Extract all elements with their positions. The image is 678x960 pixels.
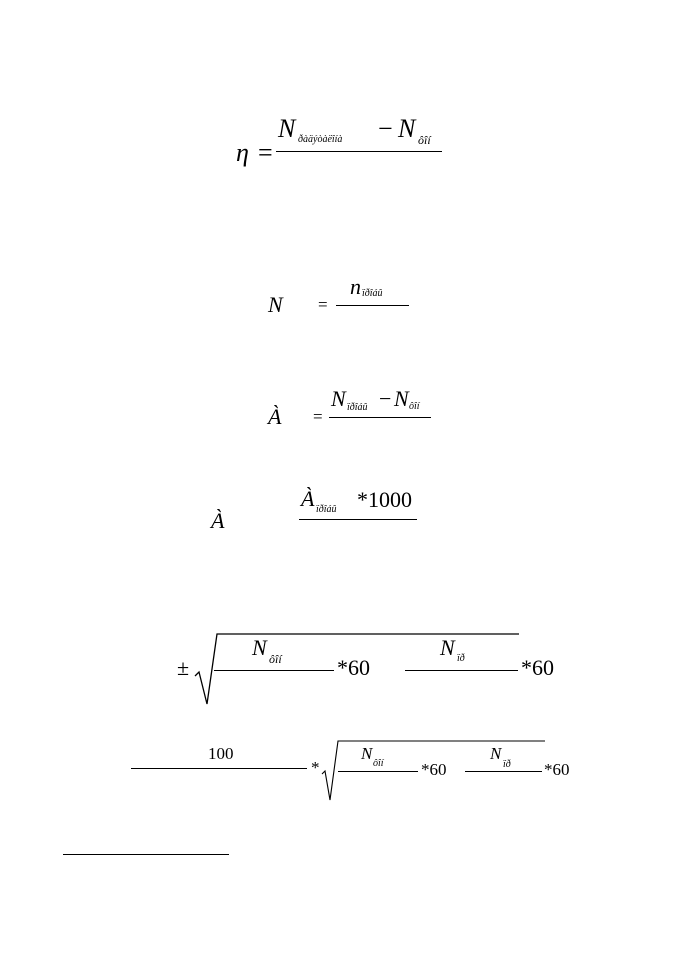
multiplier-60-first: *60 [337, 655, 370, 680]
multiplier-60-second: *60 [521, 655, 554, 680]
subscript-background: ôîí [269, 652, 282, 666]
equals-sign: = [313, 407, 323, 426]
subscript-sample: ïðîáû [347, 402, 368, 413]
fraction-bar-1 [214, 670, 334, 671]
fraction-bar-2 [465, 771, 542, 772]
eta-symbol: η [236, 138, 249, 167]
multiplier-1000: *1000 [357, 487, 412, 512]
subscript-reference: ðàäýòàëîíà [298, 134, 343, 145]
lhs-a: À [268, 404, 282, 429]
footnote-separator [63, 854, 229, 855]
numerator-n-background: N [398, 114, 416, 143]
lhs-a: À [211, 508, 225, 533]
subscript-background: ôîí [373, 758, 384, 769]
fraction-bar [276, 151, 442, 152]
numerator-n-reference: N [278, 114, 296, 143]
subscript-sample: ïðîáû [362, 288, 383, 299]
fraction-bar [299, 519, 417, 520]
subscript-background: ôîí [409, 401, 420, 412]
equals-sign: = [318, 295, 328, 314]
fraction-bar [329, 417, 431, 418]
lhs-n: N [268, 292, 283, 317]
numerator-n-background: N [361, 744, 373, 763]
numerator-n-background: N [252, 635, 267, 660]
hundred-value: 100 [208, 744, 234, 763]
subscript-sample: ïð [457, 653, 465, 664]
numerator-a-sample: À [301, 486, 315, 511]
equals-sign: = [258, 138, 273, 167]
numerator-n-sample: N [331, 386, 346, 411]
fraction-bar-2 [405, 670, 518, 671]
minus-sign: − [379, 386, 392, 411]
multiplier-60-second: *60 [544, 760, 570, 779]
fraction-bar-main [131, 768, 307, 769]
multiply-star: * [311, 758, 320, 777]
subscript-sample: ïðîáû [316, 504, 337, 515]
numerator-n-sample: N [440, 635, 455, 660]
minus-sign: − [378, 114, 393, 143]
fraction-bar [336, 305, 409, 306]
numerator-n-sample: n [350, 274, 361, 299]
plus-minus-sign: ± [177, 655, 190, 680]
fraction-bar-1 [338, 771, 418, 772]
subscript-sample: ïð [503, 759, 511, 770]
subscript-background: ôîí [418, 133, 431, 147]
numerator-n-sample: N [490, 744, 502, 763]
multiplier-60-first: *60 [421, 760, 447, 779]
numerator-n-background: N [394, 386, 409, 411]
